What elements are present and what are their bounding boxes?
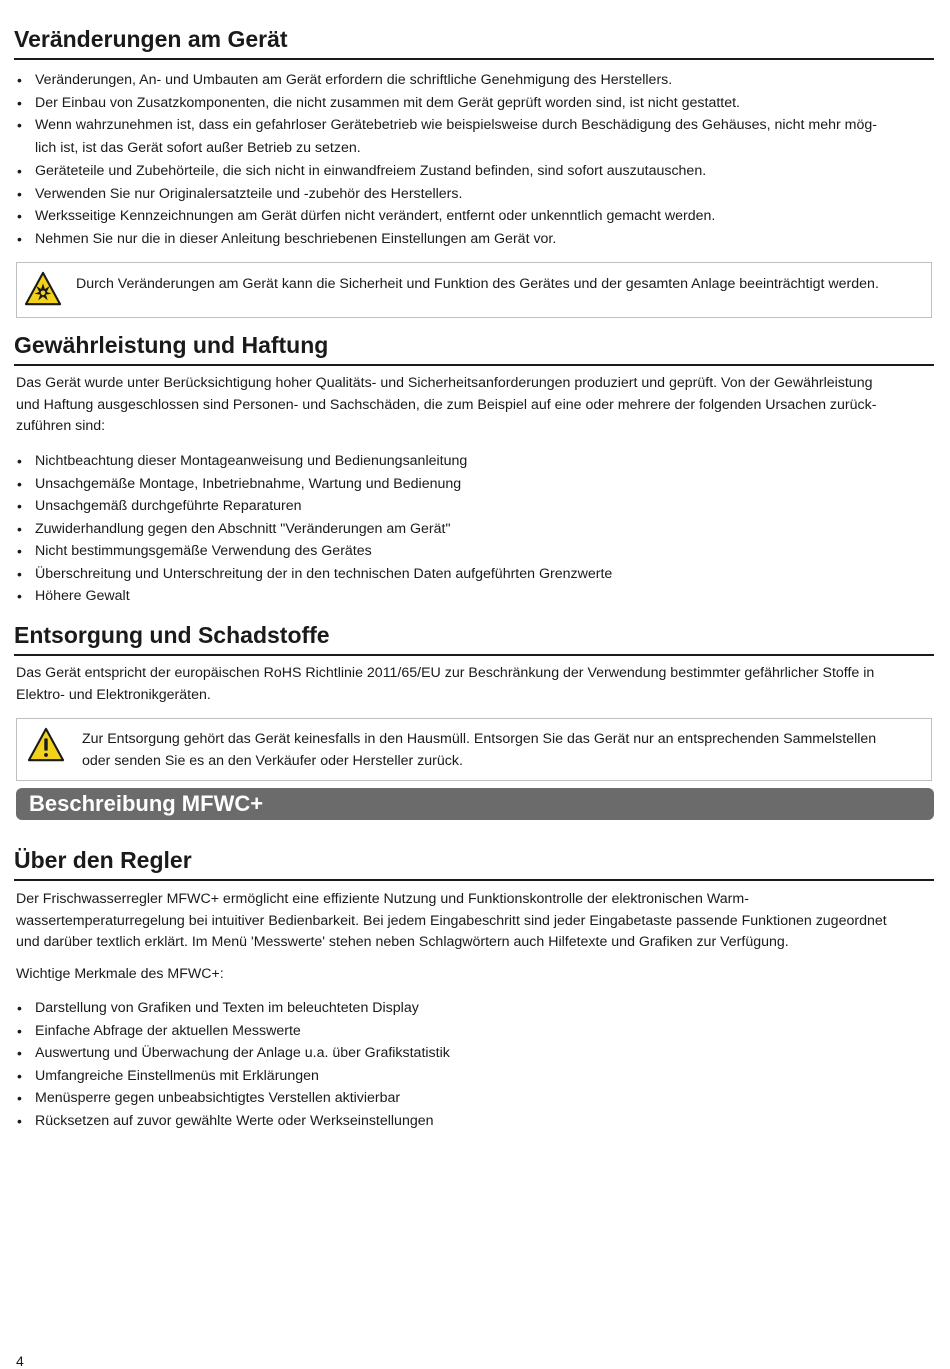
text-line: Elektro- und Elektronikgeräten. <box>16 686 211 703</box>
warranty-list <box>14 450 934 608</box>
list-item: • Werksseitige Kennzeichnungen am Gerät dürfen nicht verändert, entfernt oder unkenntlich gemacht werden. <box>14 205 934 228</box>
disposal-intro <box>16 663 916 706</box>
heading-about-controller: Über den Regler <box>14 847 934 881</box>
list-item-line: lich ist, ist das Gerät sofort außer Betrieb zu setzen. <box>35 140 361 156</box>
list-item <box>14 114 934 160</box>
warranty-intro <box>16 373 916 438</box>
features-label: Wichtige Merkmale des MFWC+: <box>16 966 224 982</box>
list-item: • Nichtbeachtung dieser Montageanweisung und Bedienungsanleitung <box>14 450 934 473</box>
page-number: 4 <box>16 1353 24 1369</box>
disposal-note <box>16 718 932 781</box>
list-item: • Geräteteile und Zubehörteile, die sich nicht in einwandfreiem Zustand befinden, sind sofort auszutauschen. <box>14 160 934 183</box>
warning-triangle-icon <box>27 727 65 763</box>
text-line: Zur Entsorgung gehört das Gerät keinesfalls in den Hausmüll. Entsorgen Sie das Gerät nur an entsprechenden Sammelstellen <box>82 731 877 747</box>
list-item: • Nicht bestimmungsgemäße Verwendung des Gerätes <box>14 540 934 563</box>
safety-note-text: Durch Veränderungen am Gerät kann die Sicherheit und Funktion des Gerätes und der gesamten Anlage beeinträchtigt werden. <box>76 276 879 292</box>
explosion-warning-icon <box>24 271 62 307</box>
text-line: Das Gerät wurde unter Berücksichtigung hoher Qualitäts- und Sicherheitsanforderungen produziert und geprüft. Von der Gewährleistung <box>16 375 873 391</box>
list-item: • Veränderungen, An- und Umbauten am Gerät erfordern die schriftliche Genehmigung des Herstellers. <box>14 69 934 92</box>
disposal-note-text <box>82 729 876 772</box>
list-item: • Darstellung von Grafiken und Texten im beleuchteten Display <box>14 997 934 1020</box>
list-item: • Verwenden Sie nur Originalersatzteile und -zubehör des Herstellers. <box>14 183 934 206</box>
controller-intro <box>16 889 936 954</box>
list-item: • Rücksetzen auf zuvor gewählte Werte oder Werkseinstellungen <box>14 1110 934 1133</box>
text-line: Das Gerät entspricht der europäischen RoHS Richtlinie 2011/65/EU zur Beschränkung der Verwendung bestimmter gefährlicher Stoffe in <box>16 665 875 681</box>
changes-list <box>14 69 934 250</box>
list-item: • Auswertung und Überwachung der Anlage u.a. über Grafikstatistik <box>14 1042 934 1065</box>
list-item: • Der Einbau von Zusatzkomponenten, die nicht zusammen mit dem Gerät geprüft worden sind, ist nicht gestattet. <box>14 92 934 115</box>
list-item: • Unsachgemäß durchgeführte Reparaturen <box>14 495 934 518</box>
list-item: • Höhere Gewalt <box>14 585 934 608</box>
heading-changes: Veränderungen am Gerät <box>14 26 934 60</box>
list-item: • Menüsperre gegen unbeabsichtigtes Verstellen aktivierbar <box>14 1087 934 1110</box>
features-list <box>14 997 934 1132</box>
text-line: zuführen sind: <box>16 418 106 434</box>
list-item: • Überschreitung und Unterschreitung der in den technischen Daten aufgeführten Grenzwerte <box>14 563 934 586</box>
list-item-line: Wenn wahrzunehmen ist, dass ein gefahrloser Gerätebetrieb wie beispielsweise durch Beschädigung des Gehäuses, nicht mehr mög- <box>35 117 877 133</box>
text-line: wassertemperaturregelung bei intuitiver Bedienbarkeit. Bei jedem Eingabeschritt sind jeder Eingabetaste passende Funktionen zugeordnet <box>16 912 887 929</box>
text-line: und Haftung ausgeschlossen sind Personen- und Sachschäden, die zum Beispiel auf eine oder mehrere der folgenden Ursachen zurück- <box>16 396 877 413</box>
list-item: • Umfangreiche Einstellmenüs mit Erklärungen <box>14 1065 934 1088</box>
list-item: • Einfache Abfrage der aktuellen Messwerte <box>14 1020 934 1043</box>
text-line: Der Frischwasserregler MFWC+ ermöglicht eine effiziente Nutzung und Funktionskontrolle der elektronischen Warm- <box>16 891 749 907</box>
heading-disposal: Entsorgung und Schadstoffe <box>14 622 934 656</box>
list-item: • Unsachgemäße Montage, Inbetriebnahme, Wartung und Bedienung <box>14 473 934 496</box>
text-line: und darüber textlich erklärt. Im Menü 'Messwerte' stehen neben Schlagwörtern auch Hilfetexte und Grafiken zur Verfügung. <box>16 934 789 950</box>
chapter-banner: Beschreibung MFWC+ <box>16 788 934 820</box>
heading-warranty: Gewährleistung und Haftung <box>14 332 934 366</box>
text-line: oder senden Sie es an den Verkäufer oder Hersteller zurück. <box>82 752 463 769</box>
list-item: • Nehmen Sie nur die in dieser Anleitung beschriebenen Einstellungen am Gerät vor. <box>14 228 934 251</box>
safety-note <box>16 262 932 318</box>
list-item: • Zuwiderhandlung gegen den Abschnitt "Veränderungen am Gerät" <box>14 518 934 541</box>
